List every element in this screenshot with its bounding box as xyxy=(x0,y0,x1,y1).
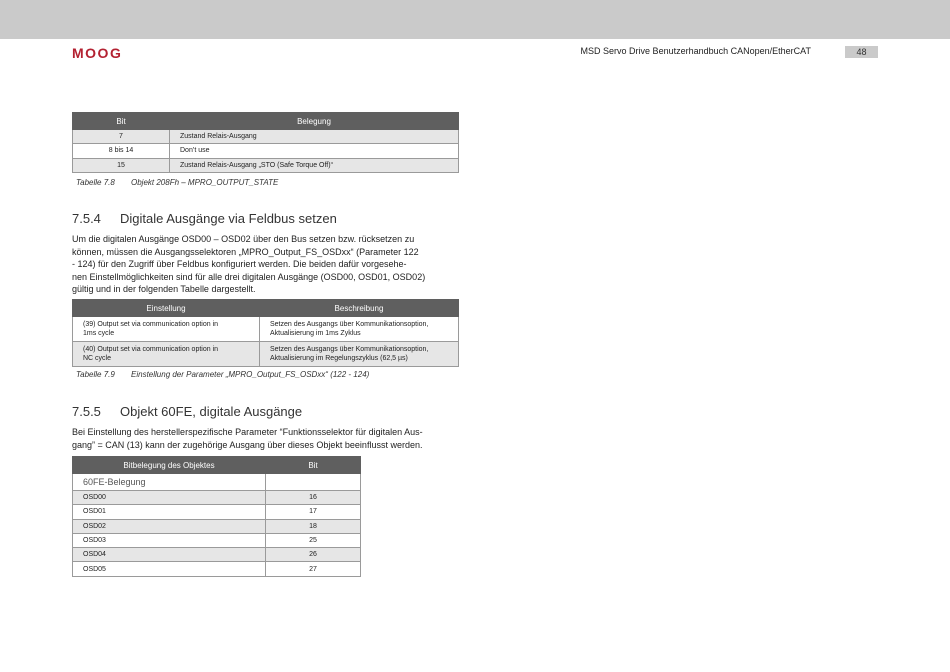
table-cell: 17 xyxy=(266,505,361,519)
table-cell xyxy=(260,342,459,367)
table-row xyxy=(73,533,361,547)
caption-text: Einstellung der Parameter „MPRO_Output_FS_OSDxx“ (122 - 124) xyxy=(131,370,370,379)
cell-line: Aktualisierung im Regelungszyklus (62,5 µs) xyxy=(270,355,408,362)
paragraph xyxy=(72,233,464,296)
table-cell xyxy=(73,342,260,367)
table-row xyxy=(73,519,361,533)
table-cell xyxy=(260,317,459,342)
table-row xyxy=(73,144,459,158)
table-cell xyxy=(73,317,260,342)
table-row xyxy=(73,505,361,519)
section-heading xyxy=(72,404,302,419)
section-title: Objekt 60FE, digitale Ausgänge xyxy=(120,404,303,419)
table-cell: Don’t use xyxy=(170,144,459,158)
column-header: Belegung xyxy=(170,113,459,130)
table-cell: 26 xyxy=(266,548,361,562)
table-cell: OSD01 xyxy=(73,505,266,519)
cell-line: NC cycle xyxy=(83,355,112,362)
caption-text: Objekt 208Fh – MPRO_OUTPUT_STATE xyxy=(131,178,279,187)
table-7-9 xyxy=(72,299,459,367)
table-cell: Zustand Relais-Ausgang xyxy=(170,130,459,144)
table-cell: OSD03 xyxy=(73,533,266,547)
table-row xyxy=(73,491,361,505)
column-header: Bit xyxy=(266,457,361,474)
logo-text: MOOG xyxy=(72,47,123,59)
table-cell: 27 xyxy=(266,562,361,576)
table-cell: 15 xyxy=(73,158,170,172)
table-caption xyxy=(76,370,369,379)
table-cell: 25 xyxy=(266,533,361,547)
paragraph-line: können, müssen die Ausgangsselektoren „MPRO_Output_FS_OSDxx“ (Parameter 122 xyxy=(72,246,419,257)
table-row xyxy=(73,562,361,576)
table-cell: OSD04 xyxy=(73,548,266,562)
table-cell: OSD05 xyxy=(73,562,266,576)
table-row xyxy=(73,548,361,562)
cell-line: Aktualisierung im 1ms Zyklus xyxy=(270,330,361,337)
paragraph-line: Um die digitalen Ausgänge OSD00 – OSD02 über den Bus setzen bzw. rücksetzen zu xyxy=(72,234,415,244)
table-cell: OSD00 xyxy=(73,491,266,505)
table-cell xyxy=(266,474,361,491)
section-number: 7.5.4 xyxy=(72,211,101,226)
table-cell: Zustand Relais-Ausgang „STO (Safe Torque Off)“ xyxy=(170,158,459,172)
table-cell: 7 xyxy=(73,130,170,144)
section-heading xyxy=(72,211,337,226)
cell-line: Setzen des Ausgangs über Kommunikationsoption, xyxy=(270,320,429,328)
paragraph-line: nen Einstellmöglichkeiten sind für alle drei digitalen Ausgänge (OSD00, OSD01, OSD02) xyxy=(72,271,426,282)
paragraph-line: gültig und in der folgenden Tabelle dargestellt. xyxy=(72,284,256,294)
caption-number: Tabelle 7.8 xyxy=(76,178,115,187)
table-caption xyxy=(76,178,278,187)
moog-logo xyxy=(72,46,154,64)
table-cell: 8 bis 14 xyxy=(73,144,170,158)
paragraph-line: gang” = CAN (13) kann der zugehörige Ausgang über dieses Objekt beeinflusst werden. xyxy=(72,439,423,450)
cell-line: (40) Output set via communication option in xyxy=(83,345,219,353)
section-number: 7.5.5 xyxy=(72,404,101,419)
column-header: Beschreibung xyxy=(260,300,459,317)
table-row xyxy=(73,158,459,172)
cell-line: 1ms cycle xyxy=(83,330,115,337)
table-group-row xyxy=(73,474,361,491)
column-header: Bitbelegung des Objektes xyxy=(73,457,266,474)
caption-number: Tabelle 7.9 xyxy=(76,370,115,379)
table-row xyxy=(73,130,459,144)
table-60fe-bits xyxy=(72,456,361,577)
table-cell: OSD02 xyxy=(73,519,266,533)
paragraph-line: Bei Einstellung des herstellerspezifische Parameter “Funktionsselektor für digitalen Aus- xyxy=(72,427,423,437)
table-row xyxy=(73,317,459,342)
table-7-8 xyxy=(72,112,459,173)
page-number: 48 xyxy=(845,46,878,58)
cell-line: (39) Output set via communication option in xyxy=(83,320,219,328)
table-cell: 18 xyxy=(266,519,361,533)
column-header: Einstellung xyxy=(73,300,260,317)
group-label: 60FE-Belegung xyxy=(73,474,266,491)
section-title: Digitale Ausgänge via Feldbus setzen xyxy=(120,211,337,226)
paragraph xyxy=(72,426,464,451)
document-title: MSD Servo Drive Benutzerhandbuch CANopen/EtherCAT xyxy=(580,46,811,56)
table-cell: 16 xyxy=(266,491,361,505)
cell-line: Setzen des Ausgangs über Kommunikationsoption, xyxy=(270,345,429,353)
column-header: Bit xyxy=(73,113,170,130)
table-row xyxy=(73,342,459,367)
paragraph-line: - 124) für den Zugriff über Feldbus konfiguriert werden. Die beiden dafür vorgesehe- xyxy=(72,259,407,269)
top-bar xyxy=(0,0,950,39)
